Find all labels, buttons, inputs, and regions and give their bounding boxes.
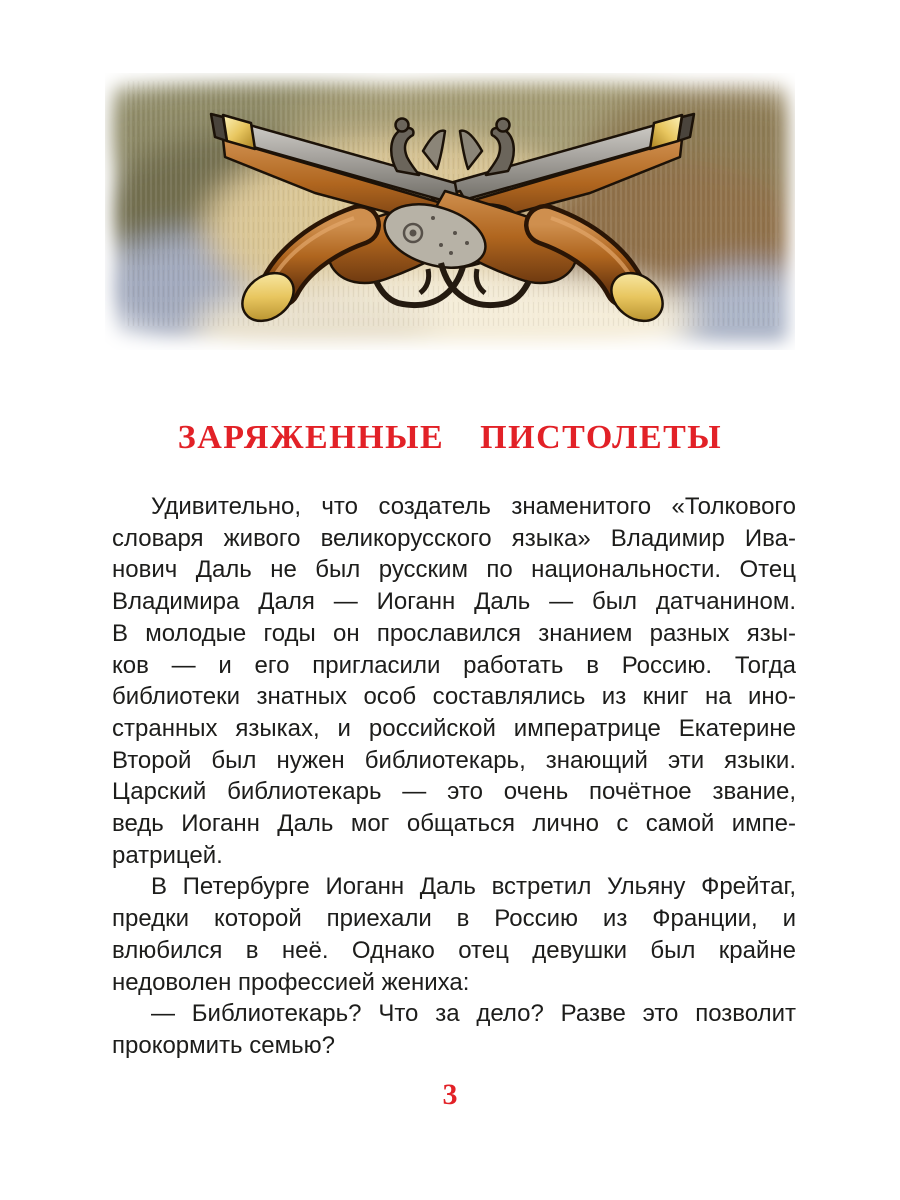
chapter-title: ЗАРЯЖЕННЫЕ ПИСТОЛЕТЫ [177,419,723,456]
text-line: словаря живого великорусского языка» Владимир Ива- [112,524,796,552]
text-line: прокормить семью? [112,1031,335,1059]
text-line: предки которой приехали в Россию из Франции, и [112,905,796,933]
text-line: влюбился в неё. Однако отец девушки был крайне [112,936,796,964]
text-line: ведь Иоганн Даль мог общаться лично с самой импе- [112,810,796,838]
text-line: В молодые годы он прославился знанием разных язы- [112,619,796,647]
pistols-illustration [105,73,795,350]
text-line: ратрицей. [112,841,223,869]
text-line: Владимира Даля — Иоганн Даль — был датчанином. [112,588,796,616]
text-line: библиотеки знатных особ составлялись из книг на ино- [112,683,796,711]
text-line: недоволен профессией жениха: [112,968,470,996]
page-number: 3 [442,1078,458,1111]
text-line: Царский библиотекарь — это очень почётное звание, [112,778,796,806]
text-line: нович Даль не был русским по национальности. Отец [112,556,796,584]
text-line: — Библиотекарь? Что за дело? Разве это позволит [151,1000,796,1028]
crossed-flintlock-pistols-drawing [105,73,795,350]
text-line: странных языках, и российской императрице Екатерине [112,714,796,742]
text-line: Второй был нужен библиотекарь, знающий эти языки. [112,746,796,774]
body-text [112,491,796,1062]
text-line: В Петербурге Иоганн Даль встретил Ульяну Фрейтаг, [151,873,796,901]
text-line: ков — и его пригласили работать в Россию. Тогда [112,651,796,679]
text-line: Удивительно, что создатель знаменитого «Толкового [151,493,796,520]
